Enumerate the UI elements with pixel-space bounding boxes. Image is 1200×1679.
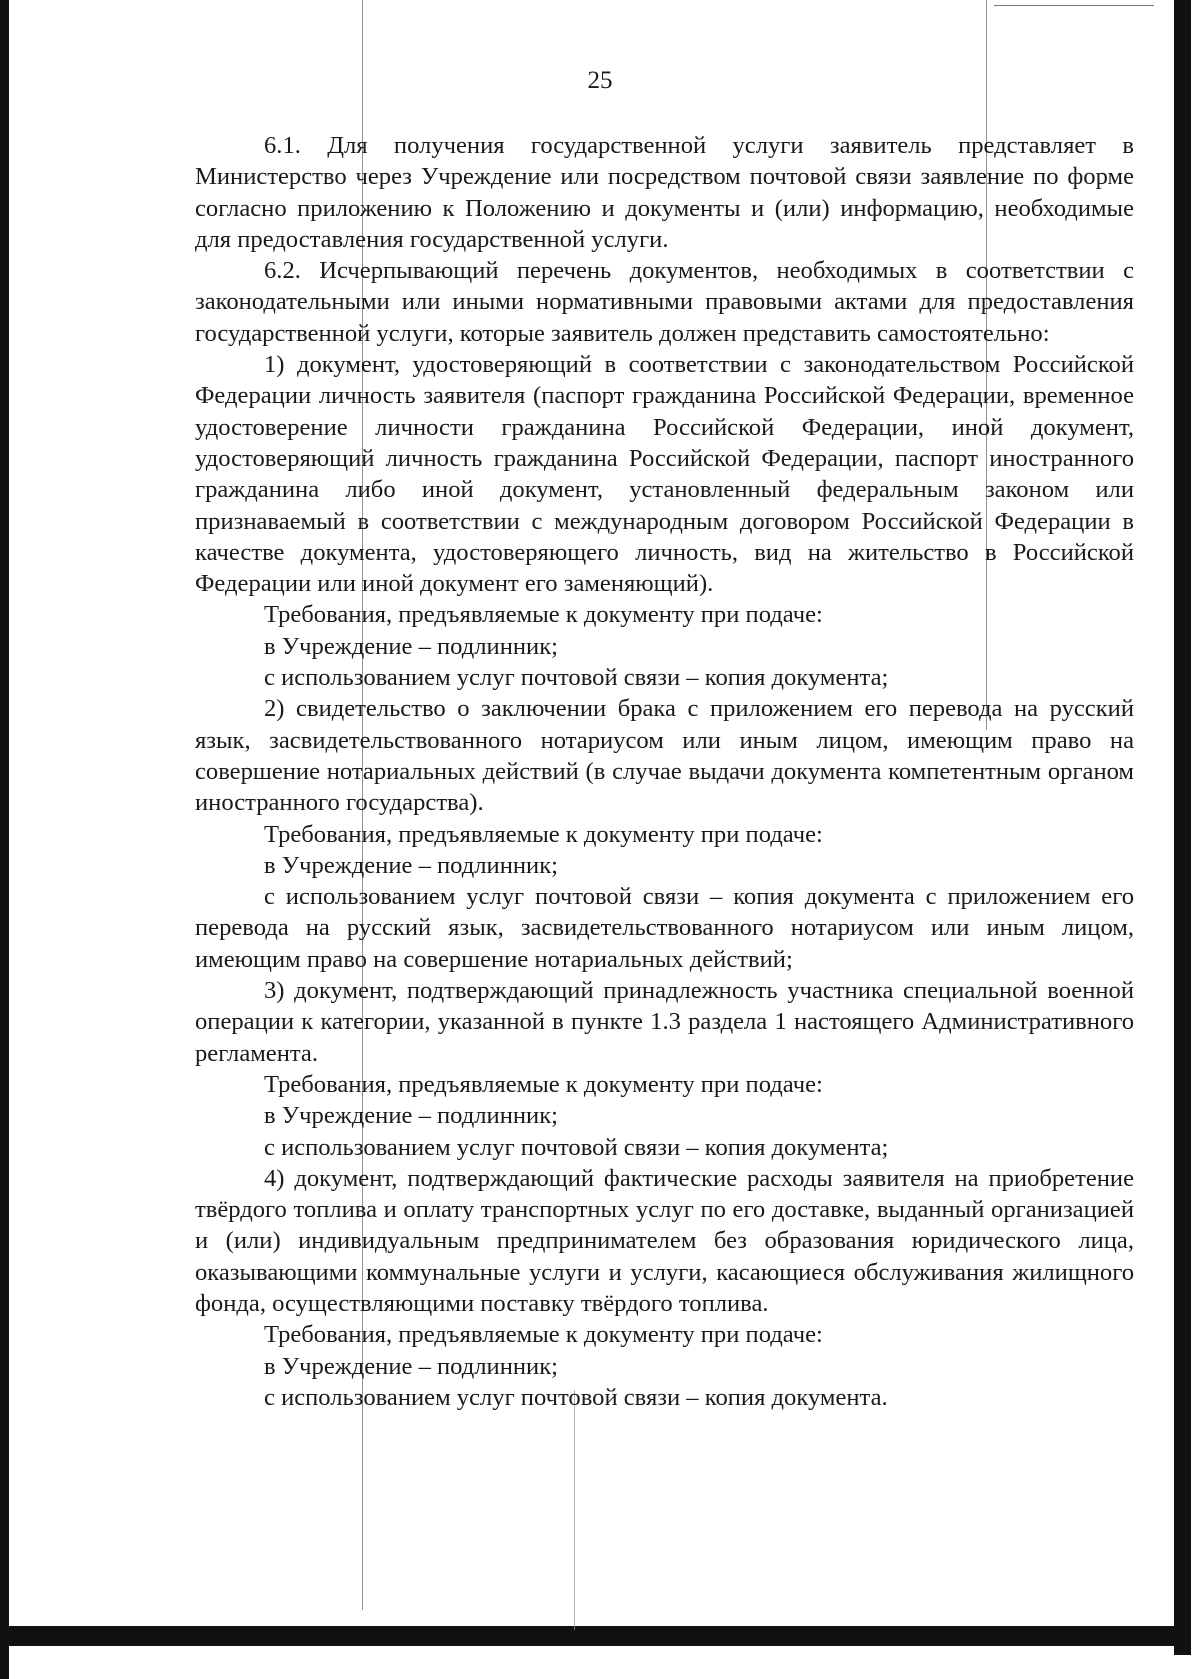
requirement-institution: в Учреждение – подлинник;: [264, 1102, 558, 1130]
requirement-postal: с использованием услуг почтовой связи – копия документа с приложением его перевода на русский язык, засвидетельствованного нотариусом или иным лицом, имеющим право на совершение нотариальных действий;: [195, 883, 1134, 973]
scan-border-right: [1174, 0, 1191, 1655]
page-number: 25: [587, 67, 613, 94]
requirement-institution: в Учреждение – подлинник;: [264, 851, 558, 879]
list-item-2: 2) свидетельство о заключении брака с приложением его перевода на русский язык, засвидетельствованного нотариусом или иным лицом, имеющим право на совершение нотариальных действий (в случае выдачи документа компетентным органом иностранного государства).: [195, 695, 1134, 817]
scan-border-bottom: [0, 1626, 1180, 1646]
requirement-institution: в Учреждение – подлинник;: [264, 1352, 558, 1380]
scan-border-left: [0, 0, 9, 1679]
requirements-heading: Требования, предъявляемые к документу при подаче:: [264, 820, 823, 848]
requirements-heading: Требования, предъявляемые к документу при подаче:: [264, 1321, 823, 1349]
list-item-4: 4) документ, подтверждающий фактические расходы заявителя на приобретение твёрдого топлива и оплату транспортных услуг по его доставке, выданный организацией и (или) индивидуальным предпринимателем без образования юридического лица, оказывающими коммунальные услуги и услуги, касающиеся обслуживания жилищного фонда, осуществляющими поставку твёрдого топлива.: [195, 1164, 1134, 1317]
requirements-heading: Требования, предъявляемые к документу при подаче:: [264, 1070, 823, 1098]
requirement-postal: с использованием услуг почтовой связи – копия документа.: [264, 1383, 888, 1411]
paragraph-6-1: 6.1. Для получения государственной услуги заявитель представляет в Министерство через Учреждение или посредством почтовой связи заявление по форме согласно приложению к Положению и документы и (или) информацию, необходимые для предоставления государственной услуги.: [195, 132, 1134, 253]
requirement-postal: с использованием услуг почтовой связи – копия документа;: [264, 664, 889, 692]
requirement-postal: с использованием услуг почтовой связи – копия документа;: [264, 1133, 889, 1161]
list-item-1: 1) документ, удостоверяющий в соответствии с законодательством Российской Федерации личность заявителя (паспорт гражданина Российской Федерации, временное удостоверение личности гражданина Российской Федерации, иной документ, удостоверяющий личность гражданина Российской Федерации, паспорт иностранного гражданина либо иной документ, установленный федеральным законом или признаваемый в соответствии с международным договором Российской Федерации в качестве документа, удостоверяющего личность, вид на жительство в Российской Федерации или иной документ его заменяющий).: [195, 351, 1134, 598]
document-body: [195, 130, 1134, 1413]
requirement-institution: в Учреждение – подлинник;: [264, 632, 558, 660]
list-item-3: 3) документ, подтверждающий принадлежность участника специальной военной операции к категории, указанной в пункте 1.3 раздела 1 настоящего Административного регламента.: [195, 977, 1134, 1067]
scan-top-rule: [994, 5, 1154, 6]
paragraph-6-2: 6.2. Исчерпывающий перечень документов, необходимых в соответствии с законодательными или иными нормативными правовыми актами для предоставления государственной услуги, которые заявитель должен представить самостоятельно:: [195, 257, 1134, 347]
scan-fold-line: [574, 1390, 575, 1630]
requirements-heading: Требования, предъявляемые к документу при подаче:: [264, 601, 823, 629]
